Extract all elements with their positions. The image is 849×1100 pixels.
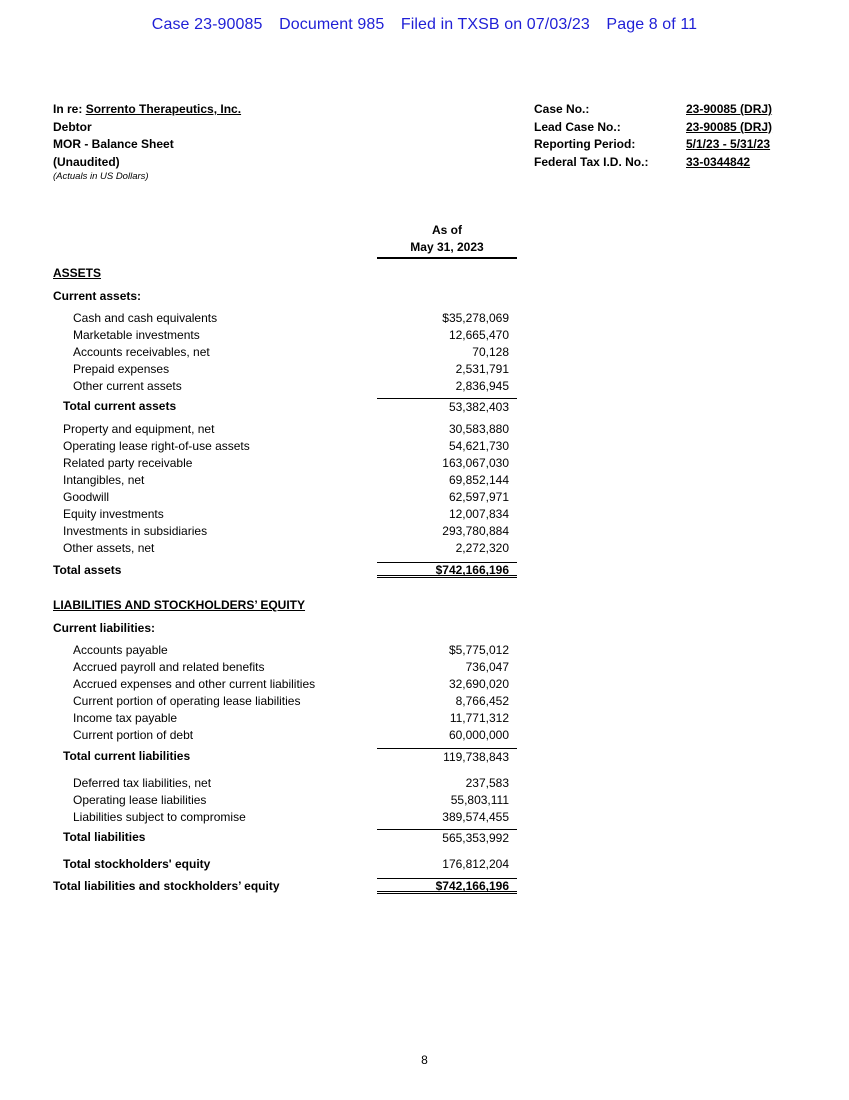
table-row — [0, 676, 849, 693]
reporting-period-value: 5/1/23 - 5/31/23 — [686, 137, 771, 151]
row-label: Income tax payable — [73, 711, 178, 725]
column-header-as-of: As of — [432, 223, 462, 237]
row-value: 293,780,884 — [442, 524, 509, 538]
reporting-period-row — [534, 136, 772, 154]
row-value: 2,836,945 — [455, 379, 509, 393]
column-header-date: May 31, 2023 — [410, 240, 484, 254]
table-row — [0, 472, 849, 489]
row-value: 55,803,111 — [450, 793, 509, 807]
row-value: $742,166,196 — [377, 562, 517, 578]
current-assets-heading-row — [0, 288, 849, 305]
table-row — [0, 378, 849, 395]
row-label: Total assets — [53, 563, 122, 577]
table-row — [0, 809, 849, 826]
row-label: Total current liabilities — [63, 749, 191, 763]
table-row — [0, 489, 849, 506]
row-value: 237,583 — [465, 776, 509, 790]
table-row — [0, 344, 849, 361]
tax-id-row — [534, 154, 772, 172]
row-label: Current portion of operating lease liabilities — [73, 694, 301, 708]
row-label: Total current assets — [63, 399, 177, 413]
report-title: MOR - Balance Sheet — [53, 137, 174, 151]
table-row — [0, 775, 849, 792]
row-label: Intangibles, net — [63, 473, 145, 487]
liabilities-heading-row — [0, 597, 849, 614]
row-label: Operating lease right-of-use assets — [63, 439, 250, 453]
stamp-case: Case 23-90085 — [151, 16, 263, 33]
row-value: 54,621,730 — [448, 439, 509, 453]
row-value: 30,583,880 — [448, 422, 509, 436]
row-label: Total liabilities — [63, 830, 146, 844]
row-label: Goodwill — [63, 490, 110, 504]
row-label: Cash and cash equivalents — [73, 311, 218, 325]
current-assets-heading: Current assets: — [53, 289, 142, 303]
row-value: $742,166,196 — [377, 878, 517, 894]
current-liabilities-heading: Current liabilities: — [53, 621, 156, 635]
row-value: 12,007,834 — [448, 507, 509, 521]
row-value: 389,574,455 — [442, 810, 509, 824]
table-row — [0, 310, 849, 327]
row-label: Liabilities subject to compromise — [73, 810, 246, 824]
currency-note: (Actuals in US Dollars) — [53, 171, 149, 182]
row-label: Accrued expenses and other current liabilities — [73, 677, 316, 691]
row-value: 11,771,312 — [449, 711, 509, 725]
table-row — [0, 361, 849, 378]
row-value: 163,067,030 — [442, 456, 509, 470]
company-name: Sorrento Therapeutics, Inc. — [85, 102, 242, 116]
table-row — [0, 727, 849, 744]
liabilities-heading: LIABILITIES AND STOCKHOLDERS’ EQUITY — [53, 598, 306, 612]
case-no-row — [534, 101, 772, 119]
unaudited-label: (Unaudited) — [53, 154, 120, 169]
subtotal-row — [0, 829, 849, 846]
lead-case-value: 23-90085 (DRJ) — [686, 119, 773, 134]
row-value: 2,272,320 — [455, 541, 509, 555]
table-row — [0, 659, 849, 676]
row-value: 53,382,403 — [377, 398, 517, 416]
column-header — [377, 222, 517, 256]
row-value: 60,000,000 — [448, 728, 509, 742]
row-label: Accounts payable — [73, 643, 168, 657]
lead-case-row — [534, 119, 772, 137]
case-no-value: 23-90085 (DRJ) — [686, 102, 773, 116]
row-label: Prepaid expenses — [73, 362, 170, 376]
debtor-label: Debtor — [53, 119, 92, 134]
row-label: Total stockholders' equity — [63, 857, 211, 871]
in-re-label: In re: — [53, 102, 83, 116]
case-no-label: Case No.: — [534, 102, 590, 116]
table-row — [0, 438, 849, 455]
row-value: 119,738,843 — [377, 748, 517, 766]
stamp-filed: Filed in TXSB on 07/03/23 — [400, 16, 590, 33]
row-label: Deferred tax liabilities, net — [73, 776, 212, 790]
grand-total-row — [0, 562, 849, 579]
tax-id-label: Federal Tax I.D. No.: — [534, 154, 649, 169]
table-row — [0, 455, 849, 472]
row-value: 12,665,470 — [448, 328, 509, 342]
row-label: Operating lease liabilities — [73, 793, 207, 807]
page-number: 8 — [421, 1053, 428, 1067]
reporting-period-label: Reporting Period: — [534, 137, 636, 151]
row-label: Other current assets — [73, 379, 182, 393]
row-value: $35,278,069 — [442, 311, 509, 325]
row-value: 176,812,204 — [442, 857, 509, 871]
row-value: 69,852,144 — [448, 473, 509, 487]
assets-heading: ASSETS — [53, 266, 102, 280]
case-info — [534, 101, 772, 171]
table-row — [0, 693, 849, 710]
row-value: 62,597,971 — [448, 490, 509, 504]
row-value: 736,047 — [465, 660, 509, 674]
row-label: Equity investments — [63, 507, 164, 521]
table-row — [0, 421, 849, 438]
table-row — [0, 327, 849, 344]
subtotal-row — [0, 398, 849, 415]
row-label: Current portion of debt — [73, 728, 194, 742]
row-label: Investments in subsidiaries — [63, 524, 208, 538]
assets-heading-row — [0, 265, 849, 282]
row-label: Related party receivable — [63, 456, 193, 470]
row-value: 8,766,452 — [455, 694, 509, 708]
lead-case-label: Lead Case No.: — [534, 119, 621, 134]
row-label: Total liabilities and stockholders’ equity — [53, 879, 280, 893]
table-row — [0, 523, 849, 540]
row-label: Other assets, net — [63, 541, 155, 555]
tax-id-value: 33-0344842 — [686, 154, 751, 169]
row-value: $5,775,012 — [448, 643, 509, 657]
row-value: 32,690,020 — [448, 677, 509, 691]
row-value: 70,128 — [472, 345, 509, 359]
row-label: Marketable investments — [73, 328, 200, 342]
column-header-rule — [377, 257, 517, 259]
row-label: Accounts receivables, net — [73, 345, 210, 359]
table-row — [0, 506, 849, 523]
subtotal-row — [0, 748, 849, 765]
row-value: 565,353,992 — [377, 829, 517, 847]
row-value: 2,531,791 — [455, 362, 509, 376]
table-row — [0, 792, 849, 809]
stamp-document: Document 985 — [279, 16, 385, 33]
grand-total-row — [0, 878, 849, 895]
table-row — [0, 710, 849, 727]
court-filing-stamp — [0, 16, 849, 34]
debtor-header — [53, 101, 241, 183]
table-row — [0, 540, 849, 557]
row-label: Accrued payroll and related benefits — [73, 660, 265, 674]
subtotal-row — [0, 856, 849, 873]
current-liabilities-heading-row — [0, 620, 849, 637]
stamp-page: Page 8 of 11 — [606, 16, 698, 33]
row-label: Property and equipment, net — [63, 422, 215, 436]
table-row — [0, 642, 849, 659]
